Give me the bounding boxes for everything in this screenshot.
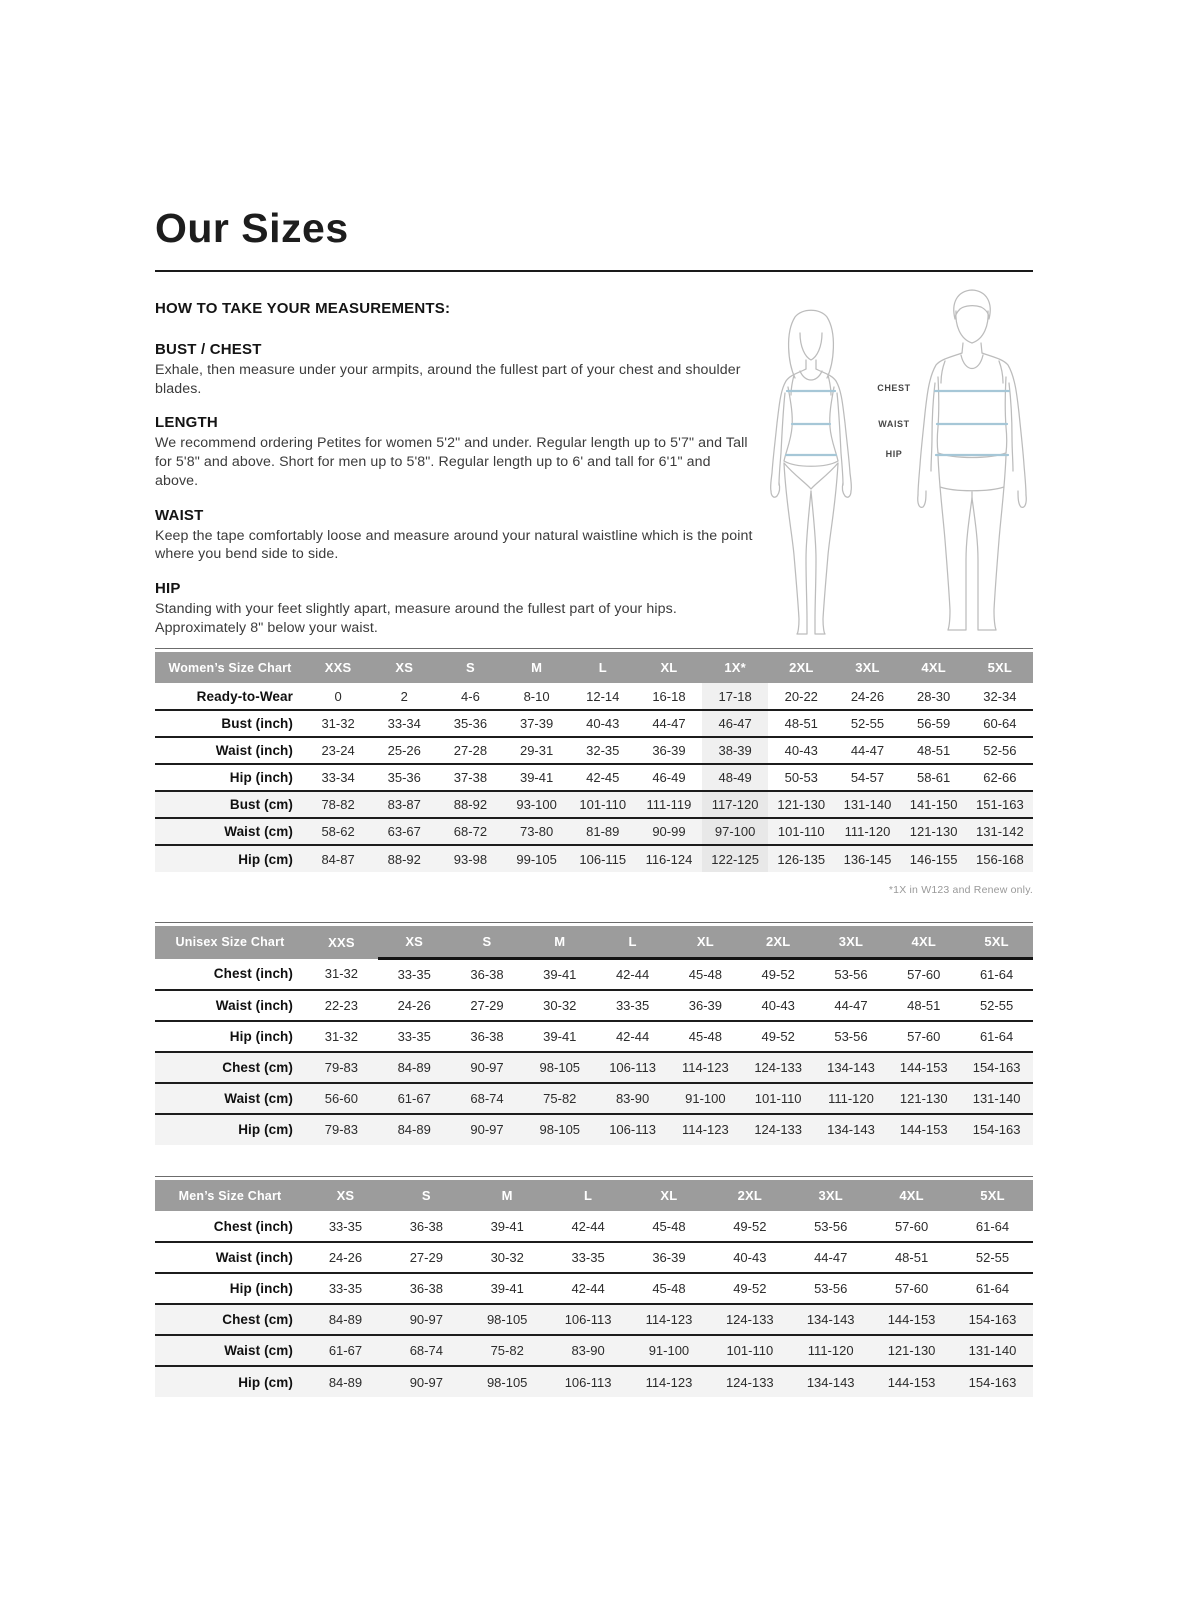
table-row — [155, 1052, 1033, 1083]
size-cell: 28-30 — [917, 688, 951, 704]
row-label: Chest (cm) — [155, 1304, 305, 1335]
size-cell: 32-34 — [983, 688, 1017, 704]
size-cell: 117-120 — [702, 791, 768, 818]
size-cell: 84-89 — [378, 1052, 451, 1083]
size-cell: 63-67 — [371, 818, 437, 845]
section-title-waist: WAIST — [155, 506, 204, 524]
size-cell: 54-57 — [850, 770, 885, 785]
size-cell: 33-35 — [328, 1281, 363, 1296]
size-cell: 75-82 — [467, 1335, 548, 1366]
size-cell: 44-47 — [850, 743, 885, 758]
size-cell: 121-130 — [901, 818, 967, 845]
size-cell: 57-60 — [907, 1028, 941, 1044]
size-cell: 73-80 — [504, 818, 570, 845]
size-cell: 49-52 — [733, 1281, 767, 1296]
size-cell: 99-105 — [504, 845, 570, 872]
size-cell: 8-10 — [523, 688, 550, 704]
size-column-header: 5XL — [967, 652, 1033, 683]
size-cell: 58-61 — [917, 770, 951, 785]
size-cell: 83-87 — [371, 791, 437, 818]
size-cell: 121-130 — [768, 791, 834, 818]
size-column-header: 4XL — [901, 652, 967, 683]
size-cell: 39-41 — [519, 770, 554, 785]
size-cell: 106-113 — [548, 1366, 629, 1397]
section-title-bust-chest: BUST / CHEST — [155, 341, 262, 358]
size-cell: 61-67 — [378, 1083, 451, 1114]
table-row — [155, 710, 1033, 737]
size-cell: 44-47 — [834, 997, 868, 1013]
section-body-waist: Keep the tape comfortably loose and measure around your natural waistline which is the point where you bend side to side. — [155, 527, 753, 563]
row-label: Hip (cm) — [155, 1114, 305, 1145]
size-column-header: XS — [305, 1180, 386, 1211]
measurement-instructions — [155, 300, 755, 638]
size-cell: 124-133 — [709, 1304, 790, 1335]
size-cell: 53-56 — [834, 1028, 868, 1044]
size-cell: 33-35 — [571, 1250, 605, 1265]
row-label: Hip (cm) — [155, 1366, 305, 1397]
size-cell: 146-155 — [901, 845, 967, 872]
table-row — [155, 1335, 1033, 1366]
row-label: Hip (inch) — [229, 770, 293, 785]
size-column-header: L — [548, 1180, 629, 1211]
size-cell: 83-90 — [596, 1083, 669, 1114]
section-body-bust-chest: Exhale, then measure under your armpits, around the fullest part of your chest and shoulder blades. — [155, 362, 741, 397]
size-cell: 57-60 — [894, 1281, 929, 1296]
size-cell: 35-36 — [453, 716, 488, 731]
section-body-length: We recommend ordering Petites for women 5'2" and under. Regular length up to 5'7" and Tall for 5'8" and above. Short for men up to 5'8". Regular length up to 6' and tall for 6'1" and above. — [155, 435, 748, 489]
size-cell: 79-83 — [305, 1052, 378, 1083]
size-cell: 40-43 — [733, 1250, 767, 1265]
size-cell: 49-52 — [761, 966, 795, 982]
size-cell: 106-113 — [596, 1052, 669, 1083]
size-column-header: 3XL — [790, 1180, 871, 1211]
size-cell: 98-105 — [467, 1366, 548, 1397]
size-cell: 134-143 — [790, 1366, 871, 1397]
size-column-header: 4XL — [887, 926, 960, 959]
size-cell: 141-150 — [901, 791, 967, 818]
hip-line-label: HIP — [885, 449, 903, 459]
size-cell: 88-92 — [371, 845, 437, 872]
size-cell: 42-44 — [571, 1281, 605, 1296]
size-cell: 124-133 — [709, 1366, 790, 1397]
size-cell: 61-64 — [975, 1281, 1010, 1296]
size-cell: 49-52 — [733, 1218, 767, 1234]
row-label: Waist (cm) — [155, 818, 305, 845]
size-cell: 98-105 — [523, 1052, 596, 1083]
size-cell: 101-110 — [742, 1083, 815, 1114]
table-row — [155, 1114, 1033, 1145]
size-cell: 106-115 — [570, 845, 636, 872]
size-cell: 154-163 — [952, 1304, 1033, 1335]
size-cell: 57-60 — [907, 966, 941, 982]
size-cell: 20-22 — [784, 688, 818, 704]
size-cell: 90-97 — [451, 1114, 524, 1145]
size-cell: 48-49 — [702, 764, 768, 791]
size-cell: 58-62 — [305, 818, 371, 845]
size-column-header: XL — [669, 926, 742, 959]
size-cell: 48-51 — [917, 743, 951, 758]
row-label: Waist (inch) — [215, 743, 293, 758]
instructions-heading: HOW TO TAKE YOUR MEASUREMENTS: — [155, 300, 451, 317]
size-cell: 39-41 — [543, 1028, 577, 1044]
womens-chart-footnote: *1X in W123 and Renew only. — [888, 884, 1033, 896]
size-cell: 48-51 — [784, 716, 818, 731]
table-row — [155, 1304, 1033, 1335]
row-label: Chest (inch) — [213, 966, 293, 981]
section-title-length: LENGTH — [155, 414, 218, 432]
table-title: Unisex Size Chart — [155, 926, 305, 959]
size-cell: 114-123 — [629, 1304, 710, 1335]
size-cell: 68-72 — [437, 818, 503, 845]
size-cell: 62-66 — [983, 770, 1017, 785]
size-cell: 98-105 — [467, 1304, 548, 1335]
size-cell: 111-119 — [636, 791, 702, 818]
row-label: Bust (cm) — [155, 791, 305, 818]
size-cell: 53-56 — [814, 1281, 848, 1296]
row-label: Chest (inch) — [213, 1218, 293, 1234]
table-title: Women’s Size Chart — [155, 652, 305, 683]
size-cell: 36-39 — [652, 743, 686, 758]
size-cell: 52-55 — [975, 1250, 1010, 1265]
size-column-header: 3XL — [815, 926, 888, 959]
table-title: Men’s Size Chart — [155, 1180, 305, 1211]
size-cell: 154-163 — [960, 1114, 1033, 1145]
size-cell: 33-35 — [615, 997, 650, 1013]
size-cell: 40-43 — [586, 716, 620, 731]
size-cell: 52-55 — [850, 716, 885, 731]
size-cell: 124-133 — [742, 1052, 815, 1083]
row-label: Chest (cm) — [155, 1052, 305, 1083]
size-cell: 36-38 — [470, 1028, 504, 1044]
size-cell: 116-124 — [636, 845, 702, 872]
size-cell: 33-34 — [387, 716, 421, 731]
womens-size-table — [155, 652, 1033, 872]
size-cell: 61-64 — [979, 1028, 1014, 1044]
size-cell: 29-31 — [519, 743, 554, 758]
size-cell: 122-125 — [702, 845, 768, 872]
size-column-header: 5XL — [952, 1180, 1033, 1211]
size-cell: 30-32 — [490, 1250, 524, 1265]
size-column-header: XS — [378, 926, 451, 959]
table-row — [155, 764, 1033, 791]
size-cell: 42-44 — [615, 1028, 650, 1044]
size-cell: 45-48 — [652, 1218, 686, 1234]
size-column-header: M — [504, 652, 570, 683]
size-cell: 126-135 — [768, 845, 834, 872]
size-cell: 90-97 — [386, 1304, 467, 1335]
unisex-size-table — [155, 926, 1033, 1145]
size-cell: 22-23 — [324, 997, 359, 1013]
size-column-header: XXS — [305, 926, 378, 959]
table-row — [155, 1083, 1033, 1114]
table-row — [155, 1366, 1033, 1397]
size-cell: 24-26 — [397, 997, 431, 1013]
size-cell: 61-64 — [975, 1218, 1010, 1234]
size-cell: 91-100 — [669, 1083, 742, 1114]
size-cell: 46-49 — [652, 770, 686, 785]
size-cell: 36-39 — [652, 1250, 686, 1265]
male-measure-lines — [935, 391, 1009, 455]
size-cell: 53-56 — [814, 1218, 848, 1234]
size-cell: 131-142 — [967, 818, 1033, 845]
size-cell: 90-97 — [451, 1052, 524, 1083]
page-title: Our Sizes — [155, 205, 349, 251]
size-cell: 98-105 — [523, 1114, 596, 1145]
size-cell: 144-153 — [887, 1052, 960, 1083]
size-cell: 154-163 — [960, 1052, 1033, 1083]
size-cell: 106-113 — [548, 1304, 629, 1335]
size-cell: 90-99 — [636, 818, 702, 845]
size-cell: 131-140 — [834, 791, 900, 818]
size-cell: 39-41 — [543, 966, 577, 982]
size-cell: 131-140 — [952, 1335, 1033, 1366]
size-column-header: S — [386, 1180, 467, 1211]
size-cell: 75-82 — [523, 1083, 596, 1114]
size-cell: 131-140 — [960, 1083, 1033, 1114]
table-row — [155, 791, 1033, 818]
size-cell: 40-43 — [784, 743, 818, 758]
table-row — [155, 959, 1033, 990]
title-divider — [155, 270, 1033, 272]
size-cell: 24-26 — [328, 1250, 363, 1265]
size-cell: 44-47 — [652, 716, 686, 731]
size-cell: 33-35 — [328, 1218, 363, 1234]
size-column-header: 2XL — [709, 1180, 790, 1211]
size-cell: 27-29 — [470, 997, 504, 1013]
size-cell: 36-39 — [688, 997, 722, 1013]
size-cell: 156-168 — [967, 845, 1033, 872]
size-cell: 53-56 — [834, 966, 868, 982]
size-table-header-row — [155, 926, 1033, 959]
size-cell: 12-14 — [586, 688, 620, 704]
row-label: Waist (cm) — [155, 1083, 305, 1114]
size-cell: 37-38 — [453, 770, 488, 785]
size-cell: 79-83 — [305, 1114, 378, 1145]
size-cell: 17-18 — [702, 683, 768, 710]
size-cell: 36-38 — [409, 1218, 443, 1234]
table-row — [155, 737, 1033, 764]
size-column-header: XL — [629, 1180, 710, 1211]
size-cell: 24-26 — [850, 688, 885, 704]
size-cell: 68-74 — [451, 1083, 524, 1114]
size-cell: 144-153 — [871, 1304, 952, 1335]
table-row — [155, 990, 1033, 1021]
size-table-header-row — [155, 1180, 1033, 1211]
row-label: Waist (inch) — [215, 1250, 293, 1265]
size-cell: 40-43 — [761, 997, 795, 1013]
size-cell: 38-39 — [702, 737, 768, 764]
female-figure-illustration — [750, 303, 872, 635]
male-figure-illustration — [905, 285, 1042, 635]
size-cell: 48-51 — [907, 997, 941, 1013]
table-row — [155, 845, 1033, 872]
size-cell: 37-39 — [519, 716, 554, 731]
size-cell: 134-143 — [790, 1304, 871, 1335]
size-cell: 121-130 — [871, 1335, 952, 1366]
size-cell: 101-110 — [570, 791, 636, 818]
size-cell: 88-92 — [437, 791, 503, 818]
size-cell: 27-29 — [409, 1250, 443, 1265]
size-cell: 68-74 — [386, 1335, 467, 1366]
size-column-header: 3XL — [834, 652, 900, 683]
size-cell: 56-60 — [305, 1083, 378, 1114]
size-cell: 50-53 — [784, 770, 818, 785]
chest-line-label: CHEST — [877, 383, 911, 393]
row-label: Hip (cm) — [155, 845, 305, 872]
unisex-size-chart — [155, 922, 1033, 1145]
row-label: Hip (inch) — [229, 1028, 293, 1044]
size-column-header: 1X* — [702, 652, 768, 683]
section-body-hip: Standing with your feet slightly apart, measure around the fullest part of your hips. Approximately 8" below your waist. — [155, 601, 677, 636]
table-row — [155, 1242, 1033, 1273]
size-cell: 91-100 — [629, 1335, 710, 1366]
size-table-header-row — [155, 652, 1033, 683]
size-cell: 42-44 — [571, 1218, 605, 1234]
table-row — [155, 818, 1033, 845]
size-cell: 101-110 — [709, 1335, 790, 1366]
size-cell: 32-35 — [586, 743, 620, 758]
size-cell: 45-48 — [652, 1281, 686, 1296]
size-column-header: 5XL — [960, 926, 1033, 959]
row-label: Bust (inch) — [221, 716, 293, 731]
size-cell: 93-100 — [504, 791, 570, 818]
row-label: Ready-to-Wear — [196, 688, 293, 704]
size-cell: 42-44 — [615, 966, 650, 982]
size-cell: 84-89 — [305, 1366, 386, 1397]
size-cell: 154-163 — [952, 1366, 1033, 1397]
section-title-hip: HIP — [155, 580, 181, 598]
size-cell: 114-123 — [629, 1366, 710, 1397]
size-cell: 151-163 — [967, 791, 1033, 818]
size-cell: 16-18 — [652, 688, 686, 704]
table-row — [155, 1211, 1033, 1242]
size-cell: 49-52 — [761, 1028, 795, 1044]
size-cell: 97-100 — [702, 818, 768, 845]
size-cell: 39-41 — [490, 1281, 524, 1296]
size-column-header: L — [570, 652, 636, 683]
size-cell: 57-60 — [894, 1218, 929, 1234]
size-cell: 48-51 — [894, 1250, 929, 1265]
size-cell: 114-123 — [669, 1114, 742, 1145]
size-cell: 101-110 — [768, 818, 834, 845]
mens-size-table — [155, 1180, 1033, 1397]
size-cell: 31-32 — [324, 1028, 359, 1044]
size-cell: 84-87 — [305, 845, 371, 872]
size-cell: 134-143 — [815, 1052, 888, 1083]
size-cell: 36-38 — [470, 966, 504, 982]
size-cell: 52-55 — [979, 997, 1014, 1013]
size-column-header: S — [437, 652, 503, 683]
size-cell: 42-45 — [586, 770, 620, 785]
size-cell: 31-32 — [321, 716, 355, 731]
table-row — [155, 683, 1033, 710]
size-cell: 46-47 — [702, 710, 768, 737]
size-cell: 33-34 — [321, 770, 355, 785]
size-cell: 33-35 — [397, 966, 431, 982]
size-cell: 2 — [400, 688, 408, 704]
female-measure-lines — [786, 391, 836, 455]
size-cell: 61-67 — [305, 1335, 386, 1366]
size-cell: 84-89 — [305, 1304, 386, 1335]
size-cell: 52-56 — [983, 743, 1017, 758]
size-cell: 81-89 — [570, 818, 636, 845]
size-column-header: S — [451, 926, 524, 959]
size-column-header: XXS — [305, 652, 371, 683]
size-cell: 90-97 — [386, 1366, 467, 1397]
size-cell: 33-35 — [397, 1028, 431, 1044]
size-column-header: 2XL — [742, 926, 815, 959]
waist-line-label: WAIST — [878, 419, 910, 429]
size-cell: 23-24 — [321, 743, 355, 758]
size-column-header: M — [467, 1180, 548, 1211]
table-row — [155, 1273, 1033, 1304]
size-cell: 144-153 — [887, 1114, 960, 1145]
size-cell: 25-26 — [387, 743, 421, 758]
size-cell: 136-145 — [834, 845, 900, 872]
size-cell: 106-113 — [596, 1114, 669, 1145]
size-cell: 111-120 — [834, 818, 900, 845]
size-cell: 144-153 — [871, 1366, 952, 1397]
size-cell: 124-133 — [742, 1114, 815, 1145]
table-row — [155, 1021, 1033, 1052]
size-column-header: 2XL — [768, 652, 834, 683]
size-cell: 111-120 — [815, 1083, 888, 1114]
size-cell: 35-36 — [387, 770, 421, 785]
size-column-header: 4XL — [871, 1180, 952, 1211]
size-column-header: XL — [636, 652, 702, 683]
size-cell: 84-89 — [378, 1114, 451, 1145]
size-cell: 4-6 — [461, 688, 480, 704]
size-cell: 27-28 — [453, 743, 488, 758]
size-cell: 45-48 — [688, 1028, 722, 1044]
size-column-header: M — [523, 926, 596, 959]
size-cell: 44-47 — [814, 1250, 848, 1265]
size-cell: 0 — [334, 688, 342, 704]
size-cell: 134-143 — [815, 1114, 888, 1145]
size-cell: 36-38 — [409, 1281, 443, 1296]
size-cell: 114-123 — [669, 1052, 742, 1083]
size-cell: 45-48 — [688, 966, 722, 982]
size-column-header: XS — [371, 652, 437, 683]
size-column-header: L — [596, 926, 669, 959]
row-label: Hip (inch) — [229, 1281, 293, 1296]
womens-size-chart — [155, 648, 1033, 872]
row-label: Waist (inch) — [215, 997, 293, 1013]
mens-size-chart — [155, 1176, 1033, 1397]
size-cell: 93-98 — [437, 845, 503, 872]
size-cell: 111-120 — [790, 1335, 871, 1366]
size-cell: 31-32 — [324, 966, 359, 981]
row-label: Waist (cm) — [155, 1335, 305, 1366]
size-cell: 83-90 — [548, 1335, 629, 1366]
size-cell: 78-82 — [305, 791, 371, 818]
size-cell: 39-41 — [490, 1218, 524, 1234]
size-cell: 60-64 — [983, 716, 1017, 731]
size-cell: 56-59 — [917, 716, 951, 731]
size-cell: 61-64 — [979, 966, 1014, 982]
measurement-figures — [745, 283, 1045, 643]
size-cell: 30-32 — [543, 997, 577, 1013]
size-cell: 121-130 — [887, 1083, 960, 1114]
